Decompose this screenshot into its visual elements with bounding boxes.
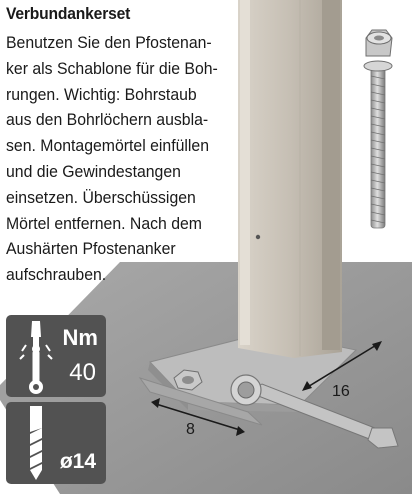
threaded-rod bbox=[364, 30, 392, 228]
instruction-text bbox=[6, 30, 225, 288]
instruction-line: Mörtel entfernen. Nach dem bbox=[6, 213, 202, 233]
instruction-line: ker als Schablone für die Boh- bbox=[6, 58, 218, 78]
instruction-line: einsetzen. Überschüssigen bbox=[6, 187, 196, 207]
wooden-post bbox=[238, 0, 342, 358]
dimension-label-16: 16 bbox=[332, 383, 350, 400]
instruction-line: Benutzen Sie den Pfostenan- bbox=[6, 33, 212, 52]
instruction-line: und die Gewindestangen bbox=[6, 161, 181, 181]
drill-badge bbox=[6, 402, 106, 484]
drill-bit-icon bbox=[16, 402, 56, 484]
torque-value: 40 bbox=[69, 359, 96, 386]
instruction-line: rungen. Wichtig: Bohrstaub bbox=[6, 84, 197, 104]
torque-unit: Nm bbox=[62, 325, 98, 350]
torque-wrench-icon bbox=[10, 315, 60, 397]
instruction-line: aufschrauben. bbox=[6, 265, 107, 285]
torque-badge bbox=[6, 315, 106, 397]
section-heading: Verbundankerset bbox=[6, 4, 131, 23]
instruction-line: sen. Montagemörtel einfüllen bbox=[6, 136, 210, 156]
instruction-line: Aushärten Pfostenanker bbox=[6, 239, 176, 259]
instruction-line: aus den Bohrlöchern ausbla- bbox=[6, 110, 209, 130]
dimension-label-8: 8 bbox=[186, 421, 195, 438]
drill-diameter: ø14 bbox=[59, 450, 96, 473]
